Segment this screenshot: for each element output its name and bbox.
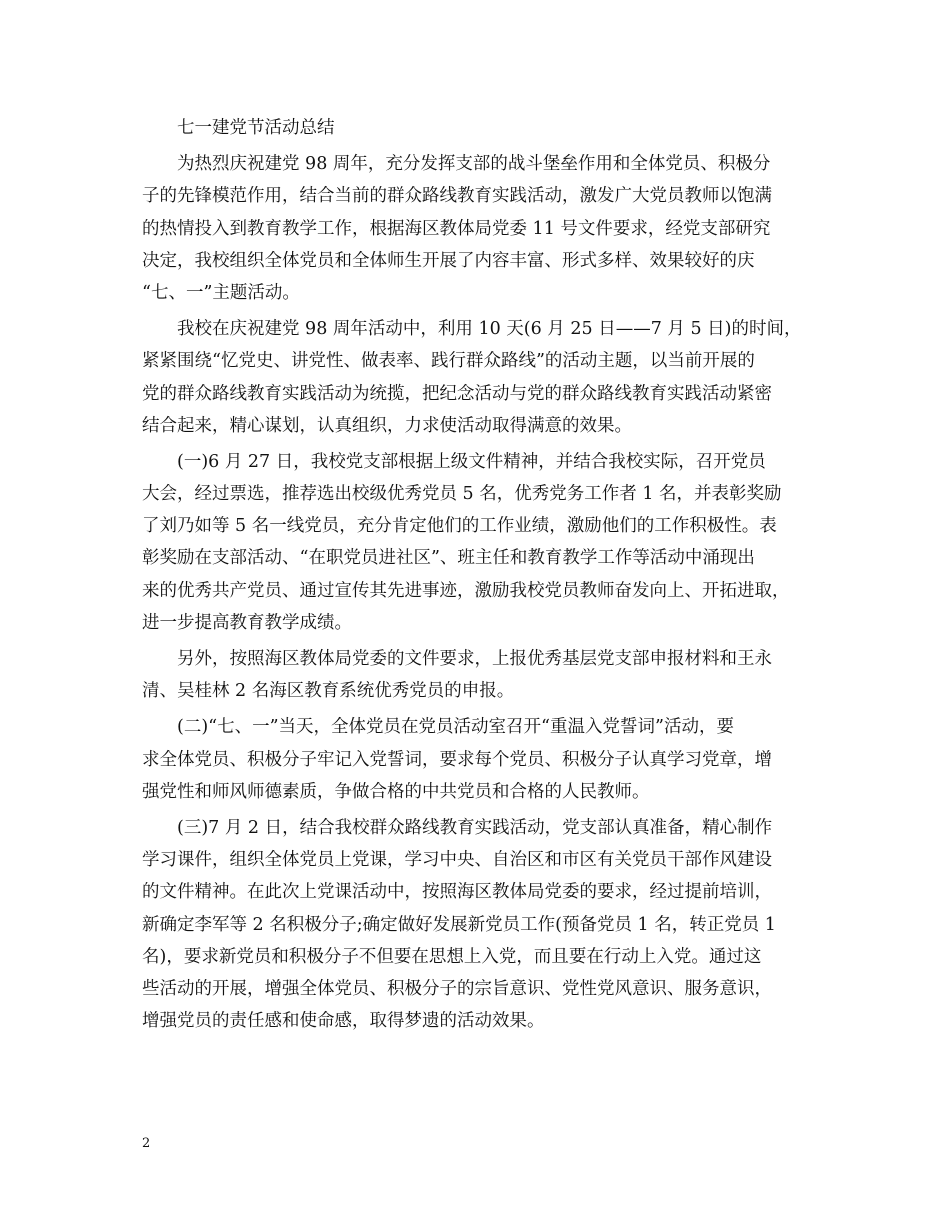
paragraph-line: 强党性和师风师德素质，争做合格的中共党员和合格的人民教师。 bbox=[142, 781, 650, 802]
paragraph-line: 来的优秀共产党员、通过宣传其先进事迹，激励我校党员教师奋发向上、开拓进取， bbox=[142, 580, 790, 601]
paragraph-line: (一)6 月 27 日，我校党支部根据上级文件精神，并结合我校实际，召开党员 bbox=[177, 451, 766, 472]
paragraph-line: 大会，经过票选，推荐选出校级优秀党员 5 名，优秀党务工作者 1 名，并表彰奖励 bbox=[142, 484, 782, 505]
paragraph-line: 些活动的开展，增强全体党员、积极分子的宗旨意识、党性党风意识、服务意识， bbox=[142, 978, 772, 999]
paragraph-line: (三)7 月 2 日，结合我校群众路线教育实践活动，党支部认真准备，精心制作 bbox=[177, 817, 773, 838]
paragraph-line: 新确定李军等 2 名积极分子;确定做好发展新党员工作(预备党员 1 名，转正党员 1 bbox=[142, 914, 776, 935]
paragraph-line: 增强党员的责任感和使命感，取得梦遗的活动效果。 bbox=[142, 1011, 545, 1032]
paragraph bbox=[142, 148, 812, 309]
paragraph-line: 的文件精神。在此次上党课活动中，按照海区教体局党委的要求，经过提前培训， bbox=[142, 882, 772, 903]
paragraph-line: (二)“七、一”当天，全体党员在党员活动室召开“重温入党誓词”活动，要 bbox=[177, 717, 734, 738]
document-title: 七一建党节活动总结 bbox=[177, 118, 335, 138]
paragraph bbox=[142, 711, 812, 808]
paragraph-line: 为热烈庆祝建党 98 周年，充分发挥支部的战斗堡垒作用和全体党员、积极分 bbox=[177, 154, 771, 175]
paragraph bbox=[142, 313, 812, 442]
paragraph bbox=[142, 812, 812, 1037]
paragraph-line: 学习课件，组织全体党员上党课，学习中央、自治区和市区有关党员干部作风建设 bbox=[142, 850, 772, 871]
paragraph-line: 另外，按照海区教体局党委的文件要求，上报优秀基层党支部申报材料和王永 bbox=[177, 649, 772, 669]
paragraph-line: 进一步提高教育教学成绩。 bbox=[142, 612, 352, 633]
paragraph-line: 结合起来，精心谋划，认真组织，力求使活动取得满意的效果。 bbox=[142, 415, 632, 436]
paragraph bbox=[142, 643, 812, 707]
paragraph bbox=[142, 446, 812, 639]
page-number: 2 bbox=[142, 1136, 151, 1151]
paragraph-line: 的热情投入到教育教学工作，根据海区教体局党委 11 号文件要求，经党支部研究 bbox=[142, 218, 771, 239]
paragraph-line: 彰奖励在支部活动、“在职党员进社区”、班主任和教育教学工作等活动中涌现出 bbox=[142, 548, 755, 569]
paragraph-line: 求全体党员、积极分子牢记入党誓词，要求每个党员、积极分子认真学习党章，增 bbox=[142, 749, 772, 770]
paragraph-line: 我校在庆祝建党 98 周年活动中，利用 10 天(6 月 25 日——7 月 5 日)的时间， bbox=[177, 319, 802, 340]
document-body bbox=[142, 112, 812, 1037]
paragraph-line: 清、吴桂林 2 名海区教育系统优秀党员的申报。 bbox=[142, 681, 515, 702]
paragraph-line: 子的先锋模范作用，结合当前的群众路线教育实践活动，激发广大党员教师以饱满 bbox=[142, 186, 772, 207]
paragraph-line: “七、一”主题活动。 bbox=[142, 282, 300, 303]
paragraph-line: 了刘乃如等 5 名一线党员，充分肯定他们的工作业绩，激励他们的工作积极性。表 bbox=[142, 516, 777, 537]
paragraph-line: 党的群众路线教育实践活动为统揽，把纪念活动与党的群众路线教育实践活动紧密 bbox=[142, 383, 772, 404]
paragraph-line: 紧紧围绕“忆党史、讲党性、做表率、践行群众路线”的活动主题，以当前开展的 bbox=[142, 351, 755, 372]
paragraph-line: 名)，要求新党员和积极分子不但要在思想上入党，而且要在行动上入党。通过这 bbox=[142, 946, 762, 967]
paragraph-line: 决定，我校组织全体党员和全体师生开展了内容丰富、形式多样、效果较好的庆 bbox=[142, 250, 755, 271]
